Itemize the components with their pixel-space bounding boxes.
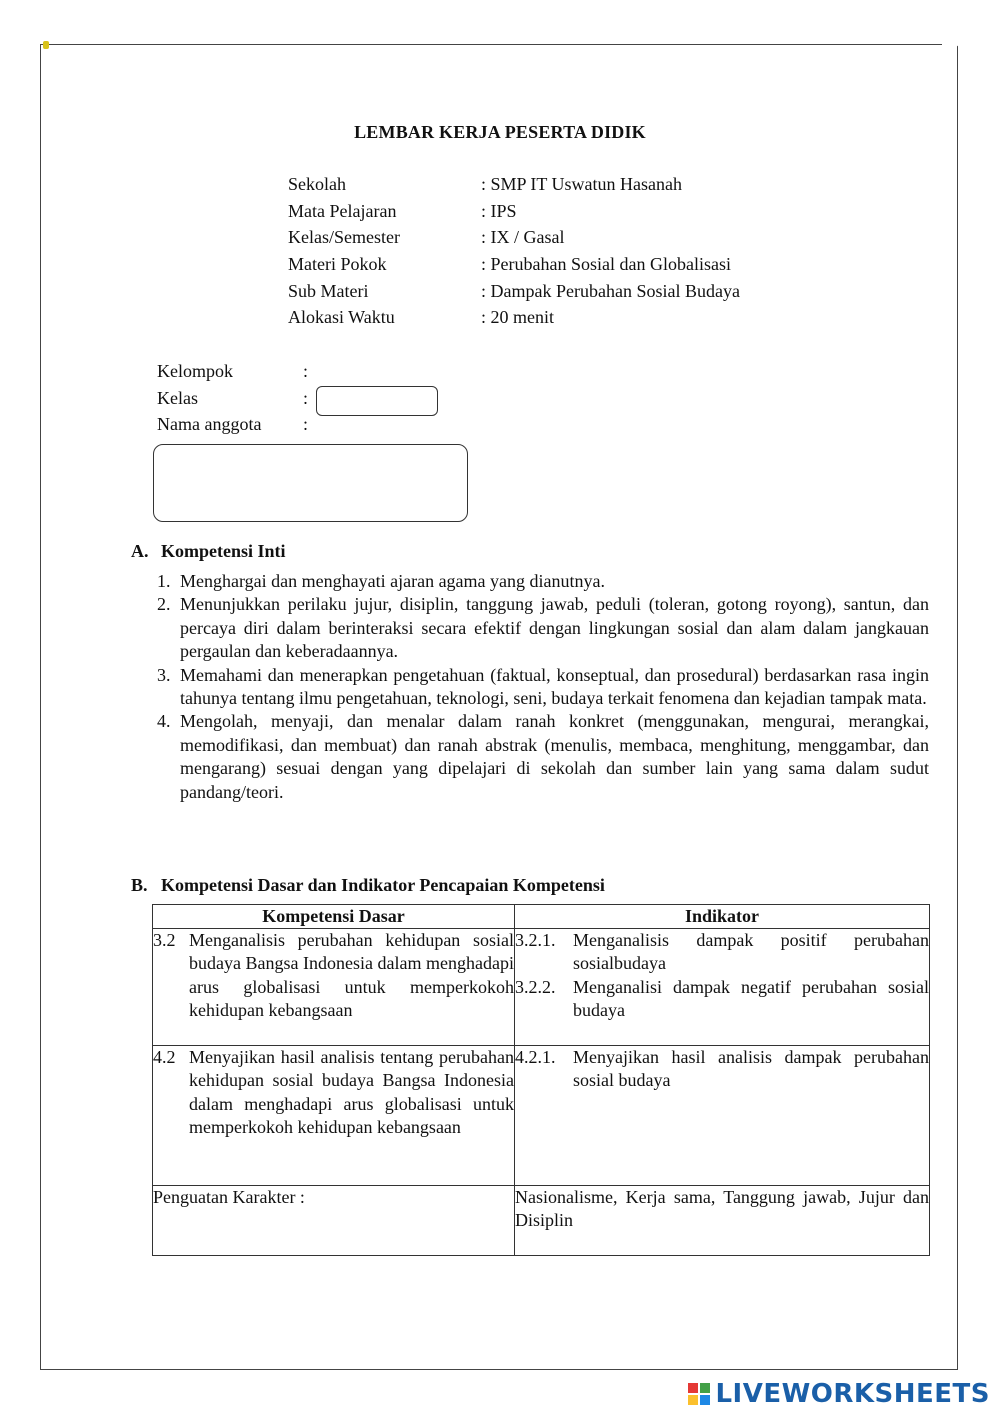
kd-entry (153, 929, 514, 1023)
info-value: : Dampak Perubahan Sosial Budaya (481, 280, 740, 301)
list-text: Menghargai dan menghayati ajaran agama yang dianutnya. (180, 571, 606, 591)
info-value: : SMP IT Uswatun Hasanah (481, 174, 682, 194)
kd-cell (153, 929, 515, 1046)
penguatan-karakter-value: Nasionalisme, Kerja sama, Tanggung jawab, Jujur dan Disiplin (515, 1186, 930, 1256)
section-b-heading (131, 875, 605, 896)
logo-grid-icon (688, 1383, 710, 1405)
liveworksheets-logo (688, 1379, 990, 1409)
group-block (157, 361, 308, 441)
list-text: Menunjukkan perilaku jujur, disiplin, tanggung jawab, peduli (toleran, gotong royong), santun, dan percaya diri dalam berinteraksi secara efektif dengan lingkungan sosial dan alam dalam jangkauan pergaulan dan keberadaannya. (180, 594, 929, 662)
info-key: Sekolah (288, 174, 346, 194)
indicator-cell (515, 1046, 930, 1186)
list-text: Mengolah, menyaji, dan menalar dalam ranah konkret (menggunakan, mengurai, merangkai, memodifikasi, dan membuat) dan ranah abstrak (menulis, membaca, menghitung, menggambar, dan mengarang) sesuai dengan yang dipelajari di sekolah dan sumber lain yang sama dalam sudut pandang/teori. (180, 711, 929, 802)
pin-icon (43, 41, 49, 49)
info-value: : IPS (481, 200, 517, 221)
list-text: Memahami dan menerapkan pengetahuan (faktual, konseptual, dan prosedural) berdasarkan rasa ingin tahunya tentang ilmu pengetahuan, teknologi, seni, budaya terkait fenomena dan kejadian tampak mata. (180, 664, 929, 709)
kelas-input[interactable] (316, 386, 438, 416)
info-row-sekolah (288, 174, 740, 201)
list-number: 3. (157, 664, 171, 685)
info-key: Mata Pelajaran (288, 200, 397, 221)
indicator-code: 3.2.1. (515, 930, 556, 950)
kelompok-label: Kelompok (157, 361, 233, 381)
table-row (153, 929, 930, 1046)
section-title: Kompetensi Dasar dan Indikator Pencapaian Kompetensi (161, 875, 605, 895)
indicator-entry (515, 976, 929, 1023)
logo-square (688, 1383, 698, 1393)
anggota-label: Nama anggota (157, 414, 262, 435)
group-row-anggota (157, 414, 308, 441)
list-item (157, 664, 929, 711)
table-row (153, 1186, 930, 1256)
colon: : (303, 361, 309, 381)
section-letter: B. (131, 875, 148, 895)
kd-entry (153, 1046, 514, 1140)
info-key: Kelas/Semester (288, 227, 400, 248)
info-value: : IX / Gasal (481, 227, 565, 248)
indicator-entry (515, 1046, 929, 1093)
info-block (288, 174, 740, 334)
list-item (157, 593, 929, 663)
indicator-entry (515, 929, 929, 976)
table-row (153, 1046, 930, 1186)
table-header-row (153, 905, 930, 929)
group-row-kelas (157, 388, 308, 415)
kompetensi-table (152, 904, 930, 1256)
page-corner-fold (942, 44, 960, 58)
info-value: : Perubahan Sosial dan Globalisasi (481, 254, 731, 275)
list-number: 2. (157, 594, 171, 615)
kd-code: 4.2 (153, 1047, 176, 1067)
indicator-cell (515, 929, 930, 1046)
colon: : (303, 387, 309, 408)
header-indikator: Indikator (515, 905, 930, 929)
kd-cell (153, 1046, 515, 1186)
info-row-alokasi-waktu (288, 307, 740, 334)
indicator-text: Menganalisis dampak positif perubahan sosialbudaya (573, 930, 929, 974)
logo-square (700, 1383, 710, 1393)
list-item (157, 710, 929, 804)
info-row-materi-pokok (288, 254, 740, 281)
anggota-input[interactable] (153, 444, 468, 522)
indicator-text: Menyajikan hasil analisis dampak perubahan sosial budaya (573, 1047, 929, 1091)
info-key: Sub Materi (288, 280, 369, 301)
indicator-code: 3.2.2. (515, 976, 556, 997)
kelas-label: Kelas (157, 387, 198, 408)
document-title: LEMBAR KERJA PESERTA DIDIK (354, 122, 646, 142)
info-value: : 20 menit (481, 307, 554, 328)
colon: : (303, 414, 309, 435)
logo-square (700, 1395, 710, 1405)
info-row-mata-pelajaran (288, 201, 740, 228)
penguatan-karakter-label: Penguatan Karakter : (153, 1186, 515, 1256)
logo-square (688, 1395, 698, 1405)
list-number: 4. (157, 711, 171, 732)
section-letter: A. (131, 541, 149, 561)
header-kompetensi-dasar: Kompetensi Dasar (153, 905, 515, 929)
brand-text: LIVEWORKSHEETS (715, 1379, 990, 1409)
kompetensi-inti-list (157, 570, 929, 804)
kd-text: Menganalisis perubahan kehidupan sosial budaya Bangsa Indonesia dalam menghadapi arus globalisasi untuk memperkokoh kehidupan kebangsaan (189, 930, 514, 1021)
indicator-text: Menganalisi dampak negatif perubahan sosial budaya (573, 976, 929, 1021)
info-key: Materi Pokok (288, 254, 387, 275)
kd-code: 3.2 (153, 930, 176, 950)
indicator-code: 4.2.1. (515, 1047, 556, 1067)
kd-text: Menyajikan hasil analisis tentang perubahan kehidupan sosial budaya Bangsa Indonesia dalam menghadapi arus globalisasi untuk memperkokoh kehidupan kebangsaan (189, 1047, 514, 1138)
list-item (157, 570, 929, 593)
group-row-kelompok (157, 361, 308, 388)
section-title: Kompetensi Inti (161, 541, 286, 561)
info-row-kelas-semester (288, 227, 740, 254)
section-a-heading (131, 541, 286, 562)
info-row-sub-materi (288, 281, 740, 308)
info-key: Alokasi Waktu (288, 307, 395, 328)
list-number: 1. (157, 571, 171, 591)
